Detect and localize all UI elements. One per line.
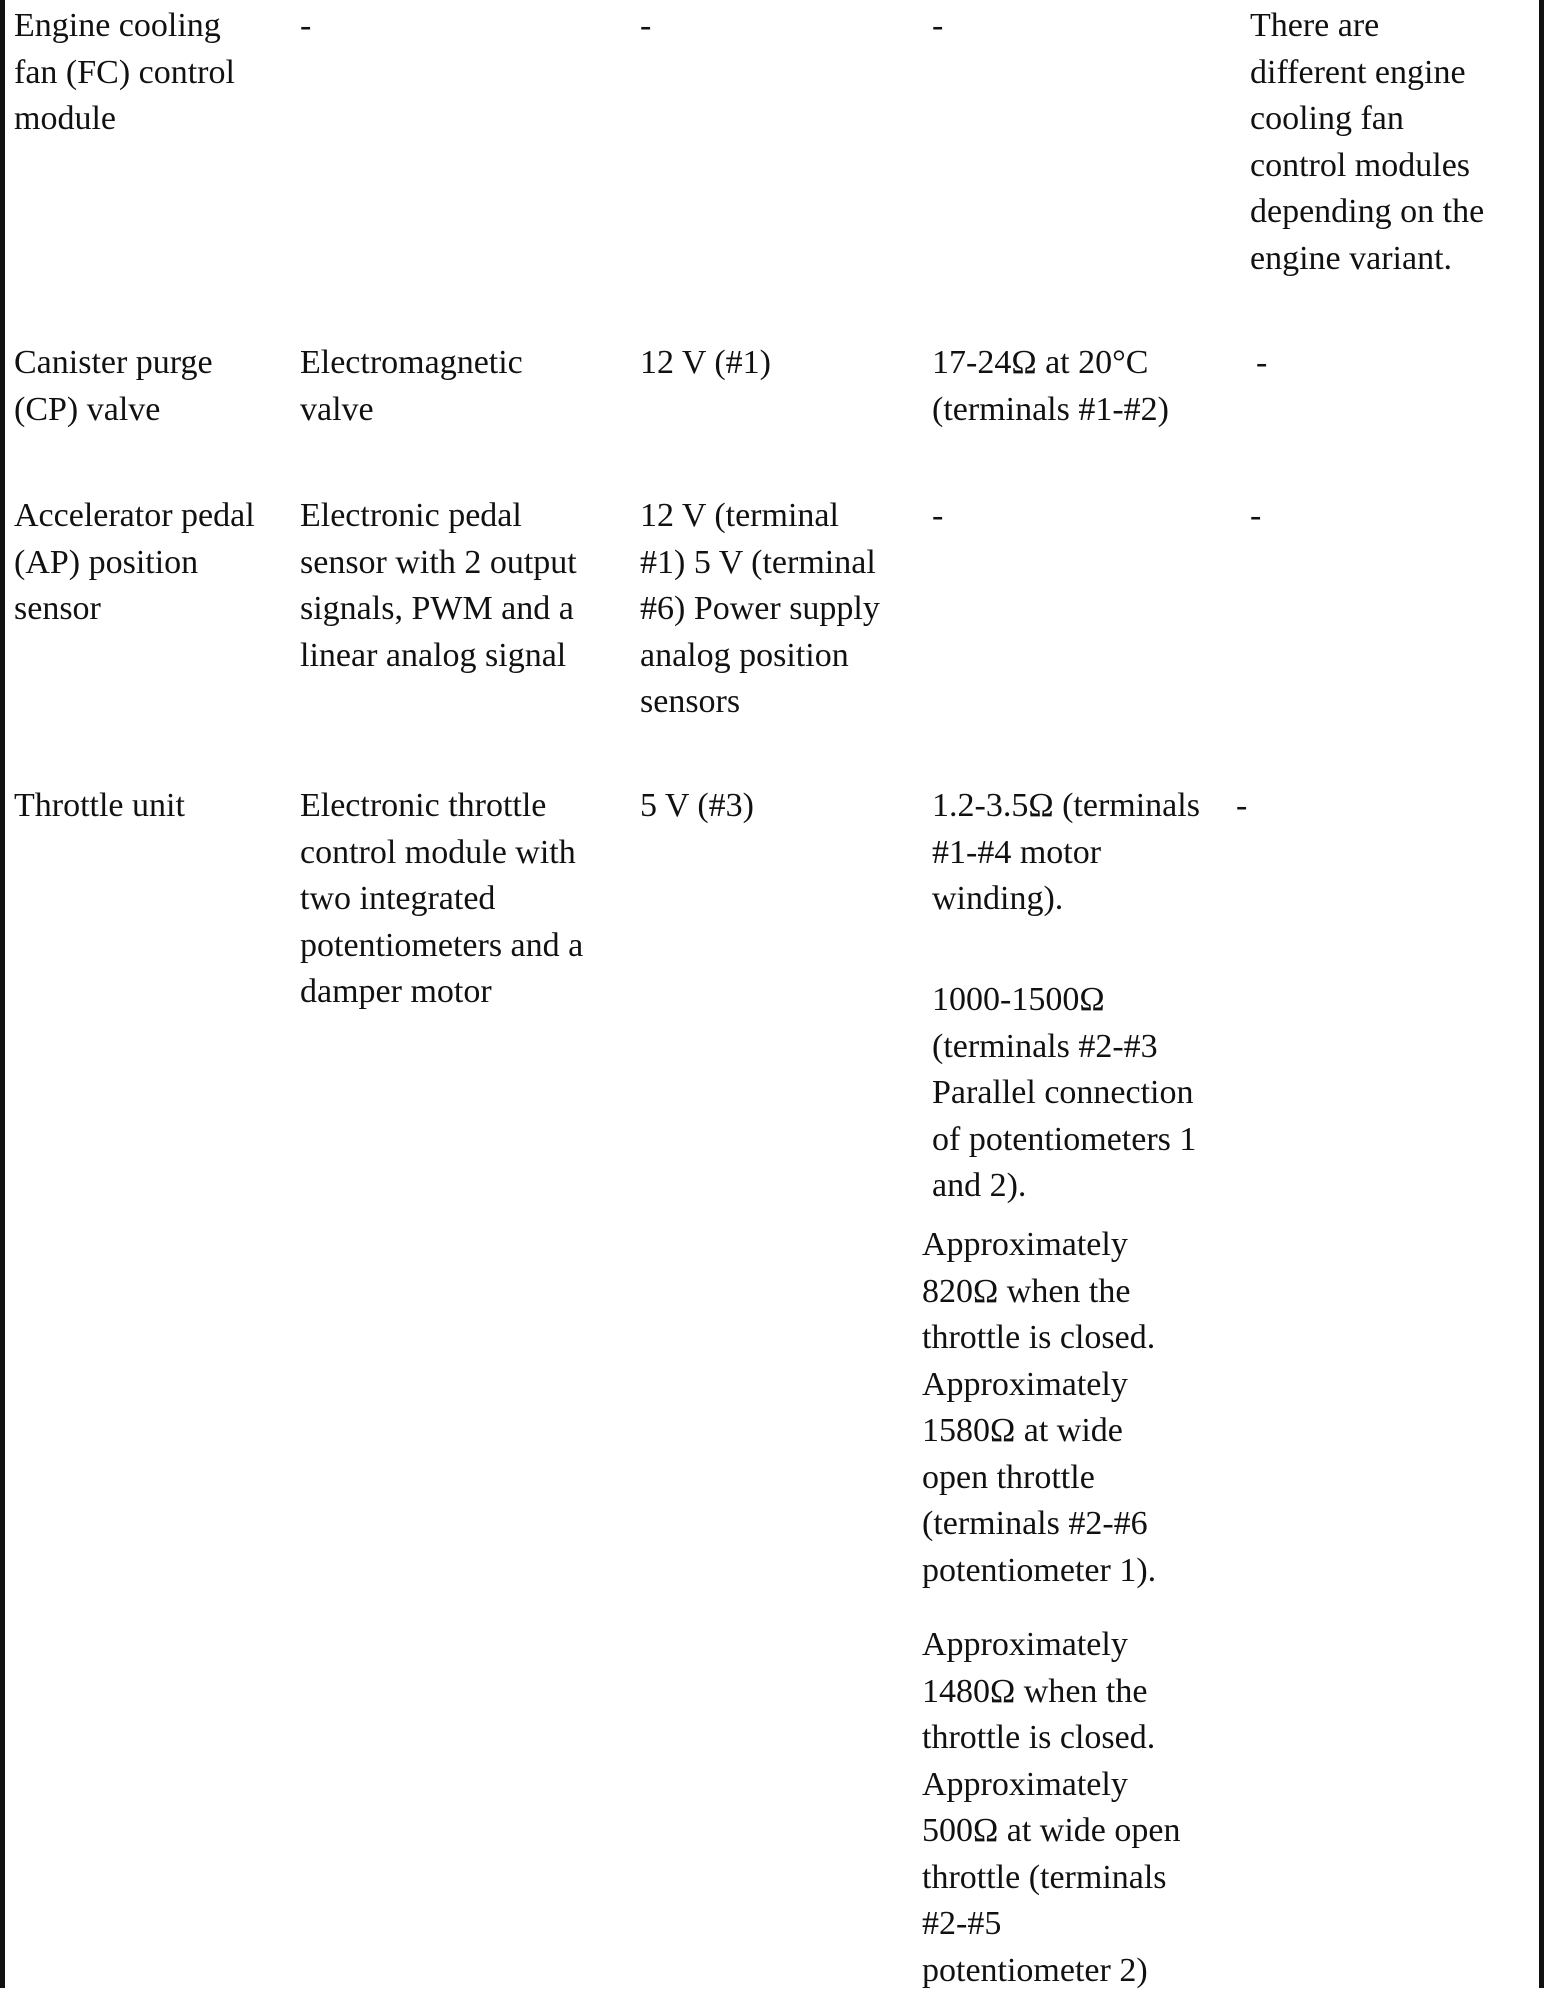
cell-resistance-pot1: Approximately 820Ω when the throttle is closed. Approximately 1580Ω at wide open throttle (terminals #2-#6 potentiometer 1). <box>922 1226 1157 1589</box>
cell-voltage: 12 V (terminal #1) 5 V (terminal #6) Power supply analog position sensors <box>640 497 880 720</box>
table-right-border <box>1539 0 1544 1988</box>
cell-type: Electromagnetic valve <box>300 344 523 428</box>
cell-type: Electronic throttle control module with two integrated potentiometers and a damper motor <box>300 787 584 1010</box>
table-left-border <box>0 0 5 1988</box>
cell-type: Electronic pedal sensor with 2 output signals, PWM and a linear analog signal <box>300 497 577 674</box>
cell-type: - <box>300 7 312 44</box>
cell-component: Throttle unit <box>14 787 185 824</box>
cell-voltage: 12 V (#1) <box>640 344 771 381</box>
cell-notes: There are different engine cooling fan control modules depending on the engine variant. <box>1250 7 1485 277</box>
cell-notes: - <box>1236 787 1248 824</box>
cell-resistance-parallel: 1000-1500Ω (terminals #2-#3 Parallel connection of potentiometers 1 and 2). <box>932 981 1197 1204</box>
cell-notes: - <box>1250 497 1262 534</box>
cell-notes: - <box>1256 344 1268 381</box>
cell-resistance-motor: 1.2-3.5Ω (terminals #1-#4 motor winding). <box>932 787 1200 917</box>
cell-resistance: - <box>932 497 944 534</box>
cell-component: Accelerator pedal (AP) position sensor <box>14 497 255 627</box>
cell-voltage: - <box>640 7 652 44</box>
cell-component: Canister purge (CP) valve <box>14 344 213 428</box>
cell-resistance: 17-24Ω at 20°C (terminals #1-#2) <box>932 344 1169 428</box>
cell-resistance-pot2: Approximately 1480Ω when the throttle is closed. Approximately 500Ω at wide open throttle (terminals #2-#5 potentiometer 2) <box>922 1626 1181 1989</box>
cell-component: Engine cooling fan (FC) control module <box>14 7 235 137</box>
cell-resistance: - <box>932 7 944 44</box>
cell-voltage: 5 V (#3) <box>640 787 754 824</box>
